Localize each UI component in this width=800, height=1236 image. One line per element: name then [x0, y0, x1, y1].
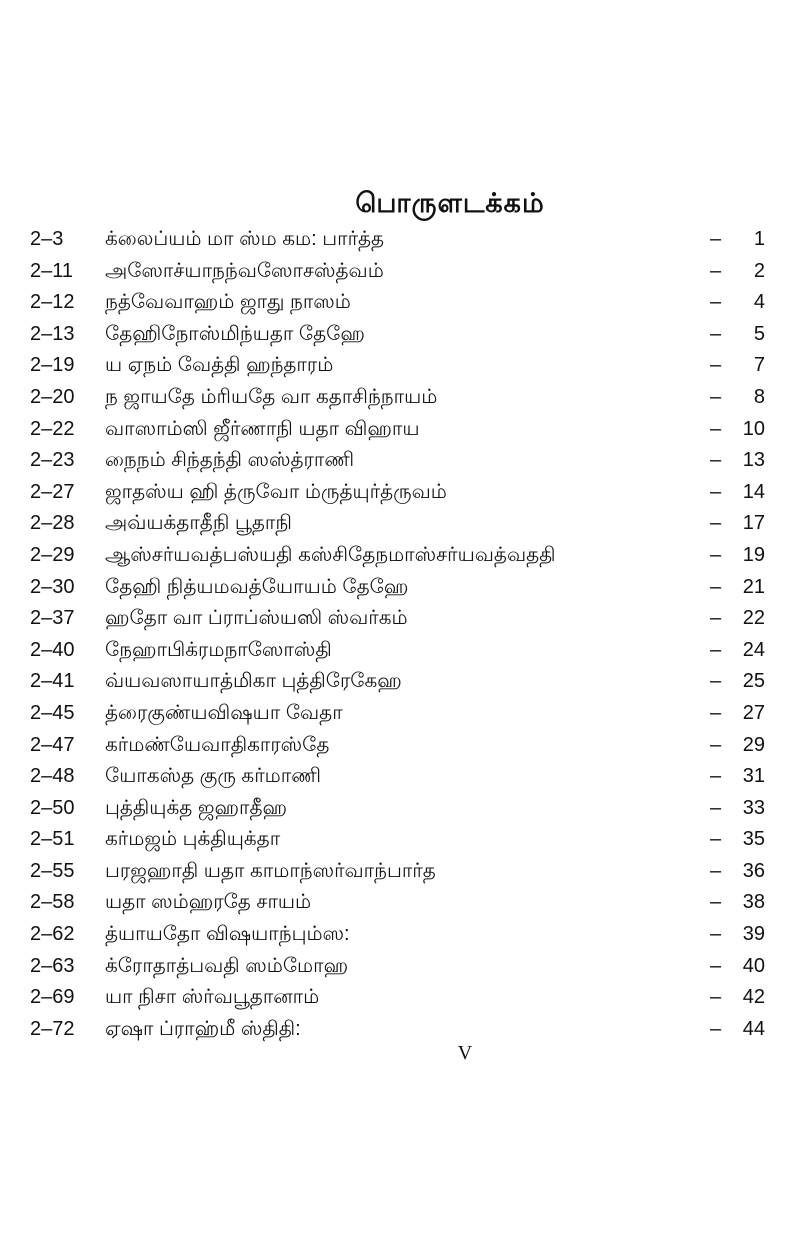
verse-number: 2–13 — [30, 322, 75, 345]
page-number: 1 — [753, 228, 765, 250]
separator-dash: – — [710, 228, 722, 250]
page-number: 35 — [742, 828, 765, 851]
toc-entry — [30, 319, 770, 351]
separator-dash: – — [710, 543, 722, 566]
verse-number: 2–37 — [30, 607, 75, 630]
toc-entry — [30, 887, 770, 919]
separator-dash: – — [710, 796, 722, 819]
page-number: 21 — [742, 575, 765, 598]
entry-title: தேஹி நித்யமவத்யோயம் தேஹே — [105, 575, 409, 598]
toc-entry — [30, 1014, 770, 1046]
entry-title: த்யாயதோ விஷயாந்பும்ஸ: — [105, 923, 350, 946]
toc-entry — [30, 382, 770, 414]
verse-number: 2–12 — [30, 291, 75, 314]
separator-dash: – — [710, 322, 722, 345]
page-number: 44 — [742, 1017, 765, 1040]
separator-dash: – — [710, 291, 722, 314]
page-number: 4 — [753, 291, 765, 314]
separator-dash: – — [710, 417, 722, 440]
verse-number: 2–30 — [30, 575, 75, 598]
verse-number: 2–40 — [30, 638, 75, 661]
entry-title: யதா ஸம்ஹரதே சாயம் — [105, 891, 312, 914]
entry-title: க்ரோதாத்பவதி ஸம்மோஹ — [105, 954, 349, 977]
entry-title: கர்மண்யேவாதிகாரஸ்தே — [105, 733, 330, 756]
page-number: 42 — [742, 986, 765, 1009]
verse-number: 2–20 — [30, 385, 75, 408]
entry-title: நைநம் சிந்தந்தி ஸஸ்த்ராணி — [105, 449, 355, 472]
entry-title: ஆஸ்சர்யவத்பஸ்யதி கஸ்சிதேநமாஸ்சர்யவத்வததி — [105, 543, 556, 566]
verse-number: 2–28 — [30, 512, 75, 535]
separator-dash: – — [710, 385, 722, 408]
separator-dash: – — [710, 954, 722, 977]
entry-title: க்லைப்யம் மா ஸ்ம கம: பார்த்த — [105, 228, 385, 250]
separator-dash: – — [710, 259, 722, 282]
toc-entry — [30, 824, 770, 856]
page-number: 2 — [753, 259, 765, 282]
page-number: 24 — [742, 638, 765, 661]
page-number-roman: V — [457, 1042, 473, 1064]
separator-dash: – — [710, 575, 722, 598]
verse-number: 2–41 — [30, 670, 75, 693]
verse-number: 2–47 — [30, 733, 75, 756]
page-number: 7 — [753, 354, 765, 377]
separator-dash: – — [710, 670, 722, 693]
page-number: 31 — [742, 765, 765, 788]
entry-title: ஜாதஸ்ய ஹி த்ருவோ ம்ருத்யுர்த்ருவம் — [105, 480, 447, 503]
entry-title: தேஹிநோஸ்மிந்யதா தேஹே — [105, 322, 365, 345]
toc-entry — [30, 982, 770, 1014]
entry-title: நத்வேவாஹம் ஜாது நாஸம் — [105, 291, 351, 314]
toc-entry — [30, 603, 770, 635]
verse-number: 2–50 — [30, 796, 75, 819]
verse-number: 2–29 — [30, 543, 75, 566]
entry-title: ய ஏநம் வேத்தி ஹந்தாரம் — [105, 354, 334, 377]
verse-number: 2–22 — [30, 417, 75, 440]
page-number: 17 — [742, 512, 765, 535]
page-number: 25 — [742, 670, 765, 693]
page-number: 8 — [753, 385, 765, 408]
toc-entry — [30, 919, 770, 951]
page-number: 19 — [742, 543, 765, 566]
verse-number: 2–19 — [30, 354, 75, 377]
verse-number: 2–11 — [30, 259, 74, 282]
entry-title: பரஜஹாதி யதா காமாந்ஸர்வாந்பார்த — [105, 859, 436, 882]
verse-number: 2–45 — [30, 701, 75, 724]
page-number: 14 — [742, 480, 765, 503]
verse-number: 2–27 — [30, 480, 75, 503]
entry-title: கர்மஜம் புக்தியுக்தா — [105, 828, 281, 851]
toc-entry — [30, 350, 770, 382]
entry-title: நேஹாபிக்ரமநாஸோஸ்தி — [105, 638, 332, 661]
page-number: 29 — [742, 733, 765, 756]
entry-title: ஏஷா ப்ராஹ்மீ ஸ்திதி: — [105, 1017, 301, 1040]
verse-number: 2–51 — [30, 828, 75, 851]
page-number: 38 — [742, 891, 765, 914]
entry-title: அஸோச்யாநந்வஸோசஸ்த்வம் — [105, 259, 384, 282]
toc-entry — [30, 666, 770, 698]
verse-number: 2–63 — [30, 954, 75, 977]
entry-title: வாஸாம்ஸி ஜீர்ணாநி யதா விஹாய — [105, 417, 420, 440]
entry-title: ஹதோ வா ப்ராப்ஸ்யஸி ஸ்வர்கம் — [105, 607, 408, 630]
page-number: 39 — [742, 923, 765, 946]
verse-number: 2–55 — [30, 859, 75, 882]
entry-title: புத்தியுக்த ஜஹாதீஹ — [105, 796, 288, 819]
verse-number: 2–58 — [30, 891, 75, 914]
verse-number: 2–48 — [30, 765, 75, 788]
verse-number: 2–23 — [30, 449, 75, 472]
toc-entry — [30, 477, 770, 509]
page-number: 13 — [742, 449, 765, 472]
page-number: 5 — [753, 322, 765, 345]
toc-entry — [30, 540, 770, 572]
toc-entry — [30, 698, 770, 730]
entry-title: த்ரைகுண்யவிஷயா வேதா — [105, 701, 343, 724]
toc-entry — [30, 761, 770, 793]
separator-dash: – — [710, 828, 722, 851]
separator-dash: – — [710, 638, 722, 661]
toc-entry — [30, 635, 770, 667]
toc-entry — [30, 793, 770, 825]
toc-entry — [30, 256, 770, 288]
entry-title: ந ஜாயதே ம்ரியதே வா கதாசிந்நாயம் — [105, 385, 438, 408]
entry-title: அவ்யக்தாதீநி பூதாநி — [105, 512, 292, 535]
separator-dash: – — [710, 923, 722, 946]
verse-number: 2–62 — [30, 923, 75, 946]
toc-entry — [30, 730, 770, 762]
separator-dash: – — [710, 607, 722, 630]
separator-dash: – — [710, 449, 722, 472]
page-title: பொருளடக்கம் — [355, 188, 545, 218]
separator-dash: – — [710, 1017, 722, 1040]
toc-entry — [30, 445, 770, 477]
verse-number: 2–72 — [30, 1017, 75, 1040]
table-of-contents — [30, 224, 770, 1045]
page-number: 36 — [742, 859, 765, 882]
verse-number: 2–3 — [30, 228, 64, 250]
toc-entry — [30, 414, 770, 446]
toc-entry — [30, 224, 770, 256]
separator-dash: – — [710, 701, 722, 724]
toc-entry — [30, 572, 770, 604]
separator-dash: – — [710, 480, 722, 503]
entry-title: யா நிசா ஸ்ர்வபூதானாம் — [105, 986, 320, 1009]
separator-dash: – — [710, 986, 722, 1009]
verse-number: 2–69 — [30, 986, 75, 1009]
entry-title: யோகஸ்த குரு கர்மாணி — [105, 765, 321, 788]
toc-entry — [30, 508, 770, 540]
separator-dash: – — [710, 354, 722, 377]
page-number: 40 — [742, 954, 765, 977]
separator-dash: – — [710, 859, 722, 882]
page-number: 27 — [742, 701, 765, 724]
toc-entry — [30, 856, 770, 888]
page-number: 33 — [742, 796, 765, 819]
separator-dash: – — [710, 891, 722, 914]
separator-dash: – — [710, 765, 722, 788]
separator-dash: – — [710, 512, 722, 535]
page-number: 10 — [742, 417, 765, 440]
separator-dash: – — [710, 733, 722, 756]
toc-entry — [30, 951, 770, 983]
toc-entry — [30, 287, 770, 319]
page-number: 22 — [742, 607, 765, 630]
entry-title: வ்யவஸாயாத்மிகா புத்திரேகேஹ — [105, 670, 402, 693]
